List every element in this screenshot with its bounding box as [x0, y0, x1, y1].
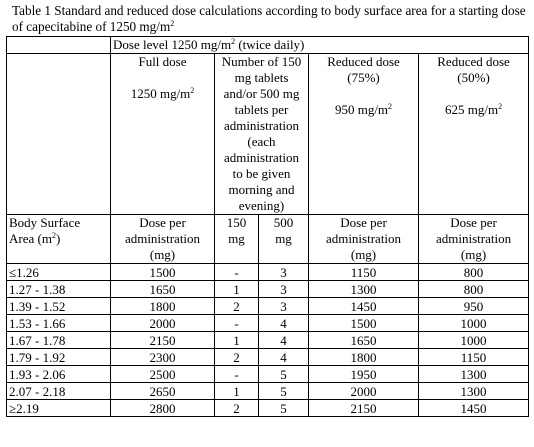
- full-dose-cell: 2650: [111, 383, 215, 400]
- tablet500-cell: 4: [259, 315, 309, 332]
- bsa-header-line1: Body Surface: [9, 215, 81, 230]
- reduced50-label: Reduced dose: [437, 54, 510, 69]
- full-dose-cell: 2150: [111, 332, 215, 349]
- reduced50-cell: 800: [419, 281, 529, 298]
- subheader-line: (mg): [149, 247, 176, 262]
- subheader-line: (mg): [460, 247, 487, 262]
- table-row: [7, 264, 529, 281]
- subheader-line: (mg): [350, 247, 377, 262]
- tablet500-cell: 3: [259, 281, 309, 298]
- bsa-cell: 1.27 - 1.38: [7, 281, 111, 298]
- bsa-cell: 1.79 - 1.92: [7, 349, 111, 366]
- reduced75-header: [309, 54, 419, 215]
- tablet500-cell: 4: [259, 349, 309, 366]
- tablet150-cell: 1: [215, 281, 259, 298]
- empty-bsa-header: [7, 54, 111, 215]
- tablet150-cell: 2: [215, 349, 259, 366]
- subheader-line: Dose per: [340, 215, 387, 230]
- tablets-line: to be given: [232, 166, 291, 181]
- tablet500-cell: 5: [259, 383, 309, 400]
- dose-table: [6, 36, 529, 417]
- table-caption: [12, 3, 526, 35]
- bsa-cell: 1.53 - 1.66: [7, 315, 111, 332]
- reduced50-cell: 1450: [419, 400, 529, 417]
- bsa-cell: 1.93 - 2.06: [7, 366, 111, 383]
- full-dose-cell: 2500: [111, 366, 215, 383]
- reduced50-cell: 950: [419, 298, 529, 315]
- bsa-header: [7, 215, 111, 264]
- tablet150-cell: 1: [215, 332, 259, 349]
- reduced75-value: 950 mg/m: [334, 102, 389, 117]
- subheader-line: Dose per: [139, 215, 186, 230]
- table-row: [7, 383, 529, 400]
- tablet500-cell: 5: [259, 366, 309, 383]
- bsa-cell: 1.39 - 1.52: [7, 298, 111, 315]
- tablet150-subheader: [215, 215, 259, 264]
- table-row: [7, 298, 529, 315]
- full-dose-cell: 1650: [111, 281, 215, 298]
- reduced75-sup: 2: [388, 102, 393, 111]
- reduced75-cell: 1150: [309, 264, 419, 281]
- tablets-line: Number of 150: [221, 54, 302, 69]
- subheader-line: administration: [435, 231, 512, 246]
- tablet500-cell: 5: [259, 400, 309, 417]
- reduced50-cell: 1300: [419, 383, 529, 400]
- table-row: [7, 281, 529, 298]
- dose-level-header: [111, 37, 529, 54]
- reduced75-cell: 1450: [309, 298, 419, 315]
- bsa-header-close: ): [55, 231, 61, 246]
- tablets-line: (each: [247, 134, 276, 149]
- reduced75-cell: 2150: [309, 400, 419, 417]
- full-dose-subheader: [111, 215, 215, 264]
- full-dose-header: [111, 54, 215, 215]
- full-dose-cell: 2800: [111, 400, 215, 417]
- reduced75-cell: 1800: [309, 349, 419, 366]
- tablet150-cell: 1: [215, 383, 259, 400]
- reduced75-cell: 2000: [309, 383, 419, 400]
- table-row: [7, 366, 529, 383]
- reduced50-percent: (50%): [457, 70, 490, 85]
- reduced50-cell: 800: [419, 264, 529, 281]
- reduced75-cell: 1500: [309, 315, 419, 332]
- reduced75-label: Reduced dose: [327, 54, 400, 69]
- table-row: [7, 315, 529, 332]
- bsa-header-line2: Area (m: [9, 231, 52, 246]
- bsa-cell: ≥2.19: [7, 400, 111, 417]
- full-dose-sup: 2: [190, 86, 195, 95]
- caption-text: Table 1 Standard and reduced dose calculations according to body surface area for a starting dose of capecitabine of 1250 mg/m: [12, 3, 526, 34]
- tablets-line: administration: [223, 150, 300, 165]
- tablet500-cell: 3: [259, 264, 309, 281]
- full-dose-cell: 2300: [111, 349, 215, 366]
- subheader-line: mg: [275, 231, 292, 246]
- reduced75-percent: (75%): [347, 70, 380, 85]
- reduced50-cell: 1000: [419, 315, 529, 332]
- bsa-cell: ≤1.26: [7, 264, 111, 281]
- tablet500-cell: 4: [259, 332, 309, 349]
- reduced50-header: [419, 54, 529, 215]
- tablets-header: [215, 54, 309, 215]
- table-row: [7, 400, 529, 417]
- bsa-header-sup: 2: [51, 231, 56, 240]
- subheader-line: 500: [273, 215, 294, 230]
- column-header-row: [7, 54, 529, 215]
- dose-level-row: [7, 37, 529, 54]
- subheader-line: Dose per: [450, 215, 497, 230]
- table-row: [7, 332, 529, 349]
- tablets-line: mg tablets: [234, 70, 289, 85]
- tablet500-subheader: [259, 215, 309, 264]
- full-dose-value: 1250 mg/m: [130, 86, 191, 101]
- tablets-line: evening): [238, 198, 285, 213]
- subheader-row: [7, 215, 529, 264]
- tablets-line: administration: [223, 118, 300, 133]
- tablets-line: and/or 500 mg: [223, 86, 300, 101]
- reduced75-cell: 1300: [309, 281, 419, 298]
- tablet150-cell: -: [215, 366, 259, 383]
- tablet150-cell: 2: [215, 400, 259, 417]
- reduced50-cell: 1150: [419, 349, 529, 366]
- reduced50-sup: 2: [498, 102, 503, 111]
- subheader-line: administration: [325, 231, 402, 246]
- full-dose-cell: 1800: [111, 298, 215, 315]
- reduced50-value: 625 mg/m: [444, 102, 499, 117]
- tablet150-cell: 2: [215, 298, 259, 315]
- reduced50-cell: 1300: [419, 366, 529, 383]
- full-dose-cell: 2000: [111, 315, 215, 332]
- tablet150-cell: -: [215, 315, 259, 332]
- tablet500-cell: 3: [259, 298, 309, 315]
- dose-level-suffix: (twice daily): [235, 37, 305, 52]
- table-row: [7, 349, 529, 366]
- reduced75-cell: 1950: [309, 366, 419, 383]
- full-dose-cell: 1500: [111, 264, 215, 281]
- full-dose-label: Full dose: [138, 54, 187, 69]
- subheader-line: mg: [228, 231, 245, 246]
- subheader-line: 150: [226, 215, 247, 230]
- tablet150-cell: -: [215, 264, 259, 281]
- dose-level-text: Dose level 1250 mg/m: [113, 37, 232, 52]
- bsa-cell: 1.67 - 1.78: [7, 332, 111, 349]
- reduced75-cell: 1650: [309, 332, 419, 349]
- tablets-line: morning and: [228, 182, 295, 197]
- tablets-line: tablets per: [234, 102, 289, 117]
- dose-level-sup: 2: [231, 37, 236, 46]
- empty-corner: [7, 37, 111, 54]
- caption-sup: 2: [170, 19, 175, 28]
- reduced75-subheader: [309, 215, 419, 264]
- bsa-cell: 2.07 - 2.18: [7, 383, 111, 400]
- reduced50-subheader: [419, 215, 529, 264]
- reduced50-cell: 1000: [419, 332, 529, 349]
- subheader-line: administration: [124, 231, 201, 246]
